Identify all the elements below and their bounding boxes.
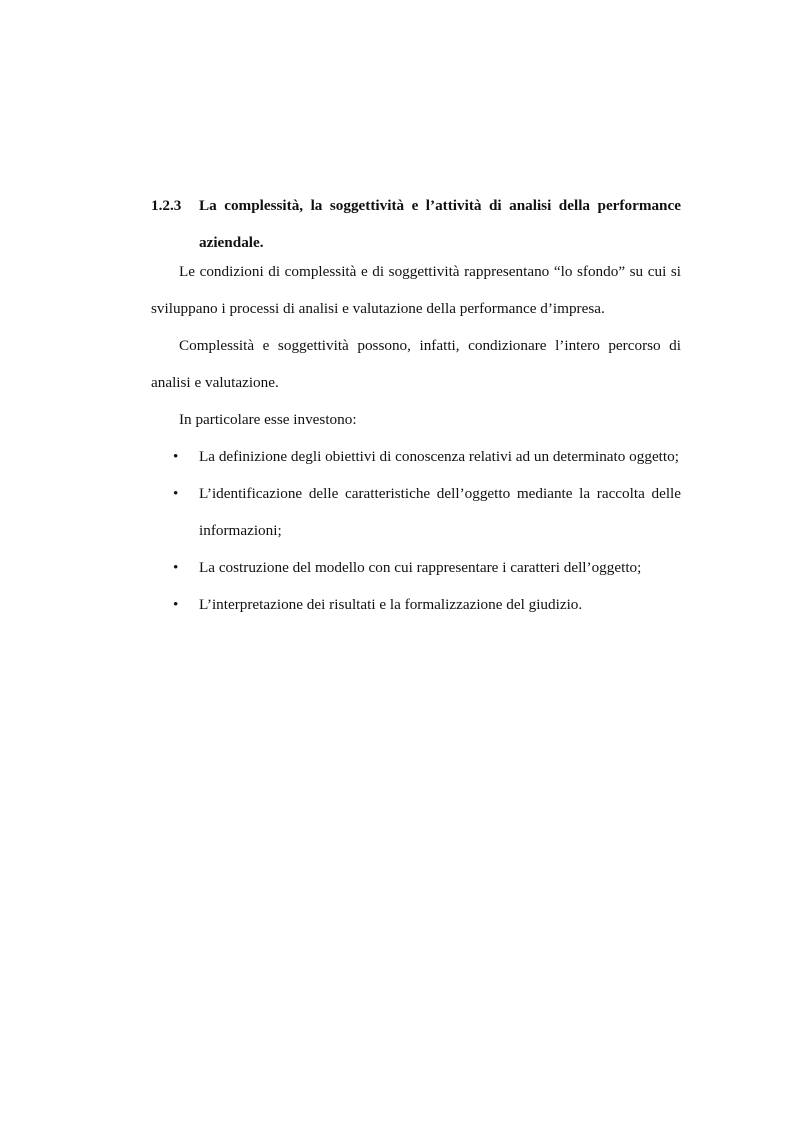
bullet-list <box>151 438 681 623</box>
list-item-text: L’interpretazione dei risultati e la formalizzazione del giudizio. <box>199 596 583 613</box>
bullet-icon: • <box>173 559 179 576</box>
section-title: La complessità, la soggettività e l’attività di analisi della performance aziendale. <box>199 197 681 251</box>
list-item <box>151 475 681 549</box>
list-item-text: L’identificazione delle caratteristiche dell’oggetto mediante la raccolta delle informazioni; <box>199 485 681 539</box>
paragraph-lead-in: In particolare esse investono: <box>179 411 357 428</box>
list-item <box>151 549 681 586</box>
section-number: 1.2.3 <box>151 197 182 214</box>
list-item <box>151 438 681 475</box>
paragraph-conditions: Complessità e soggettività possono, infatti, condizionare l’intero percorso di analisi e valutazione. <box>151 337 681 391</box>
bullet-icon: • <box>173 448 179 465</box>
bullet-icon: • <box>173 485 179 502</box>
list-item <box>151 586 681 623</box>
paragraph-intro: Le condizioni di complessità e di soggettività rappresentano “lo sfondo” su cui si sviluppano i processi di analisi e valutazione della performance d’impresa. <box>151 263 681 317</box>
list-item-text: La definizione degli obiettivi di conoscenza relativi ad un determinato oggetto; <box>199 448 679 465</box>
bullet-icon: • <box>173 596 179 613</box>
list-item-text: La costruzione del modello con cui rappresentare i caratteri dell’oggetto; <box>199 559 642 576</box>
section-heading <box>151 187 681 261</box>
